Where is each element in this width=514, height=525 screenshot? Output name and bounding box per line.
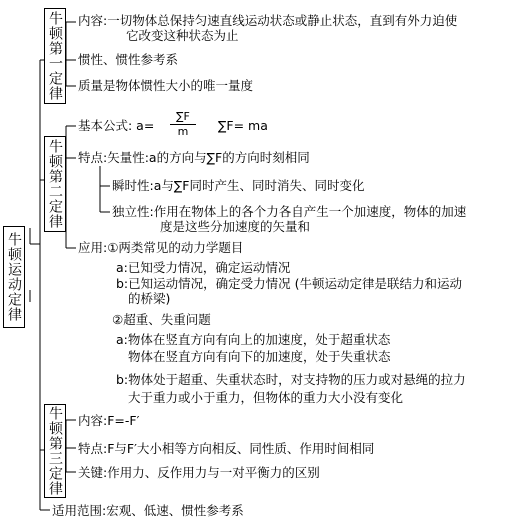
law1-node — [44, 8, 66, 104]
root-node — [3, 226, 25, 328]
law3-node — [44, 404, 66, 498]
law2-vector: 特点:矢量性:a的方向与∑F的方向时刻相同 — [78, 150, 310, 165]
law1-inertia: 惯性、惯性参考系 — [78, 52, 179, 67]
law1-title: 牛顿第一定律 — [47, 11, 63, 101]
law2-independence-line2: 度是这些分加速度的矢量和 — [160, 219, 311, 234]
law3-content: 内容:F=-F′ — [78, 413, 140, 428]
law2-title: 牛顿第二定律 — [47, 139, 63, 229]
law2-formula-numerator: ∑F — [176, 110, 190, 123]
law2-application: 应用:①两类常见的动力学题目 — [78, 240, 244, 255]
law3-title: 牛顿第三定律 — [47, 406, 63, 496]
law1-mass: 质量是物体惯性大小的唯一量度 — [78, 78, 254, 93]
law2-node — [44, 136, 66, 232]
law1-content-line2: 它改变这种状态为止 — [126, 28, 239, 43]
law3-feature: 特点:F与F′大小相等方向相反、同性质、作用时间相同 — [78, 441, 375, 456]
law2-overweight-title: ②超重、失重问题 — [112, 312, 211, 327]
law2-instant: 瞬时性:a与∑F同时产生、同时消失、同时变化 — [112, 178, 365, 193]
law2-independence-line1: 独立性:作用在物体上的各个力各自产生一个加速度，物体的加速 — [112, 204, 467, 219]
law2-application-b-line1: b:已知运动情况，确定受力情况 (牛顿运动定律是联结力和运动 — [116, 276, 462, 291]
law2-formula-alt: ∑F= ma — [218, 118, 268, 133]
law2-overweight-b-line1: b:物体处于超重、失重状态时，对支持物的压力或对悬绳的拉力 — [116, 372, 466, 387]
law1-content-line1: 内容:一切物体总保持匀速直线运动状态或静止状态，直到有外力迫使 — [78, 13, 458, 28]
law2-application-a: a:已知受力情况，确定运动情况 — [116, 260, 291, 275]
law2-overweight-b-line2: 大于重力或小于重力，但物体的重力大小没有变化 — [128, 390, 404, 405]
law2-formula-denominator: m — [177, 125, 189, 138]
law3-key: 关键:作用力、反作用力与一对平衡力的区别 — [78, 465, 320, 480]
law2-overweight-a-line1: a:物体在竖直方向有向上的加速度，处于超重状态 — [116, 332, 391, 347]
law2-overweight-a-line2: 物体在竖直方向有向下的加速度，处于失重状态 — [128, 349, 391, 364]
scope-text: 适用范围:宏观、低速、惯性参考系 — [52, 503, 244, 518]
law2-formula-label: 基本公式: a= — [78, 118, 155, 133]
root-title: 牛顿运动定律 — [6, 232, 22, 322]
law2-application-b-line2: 的桥梁) — [128, 291, 171, 306]
